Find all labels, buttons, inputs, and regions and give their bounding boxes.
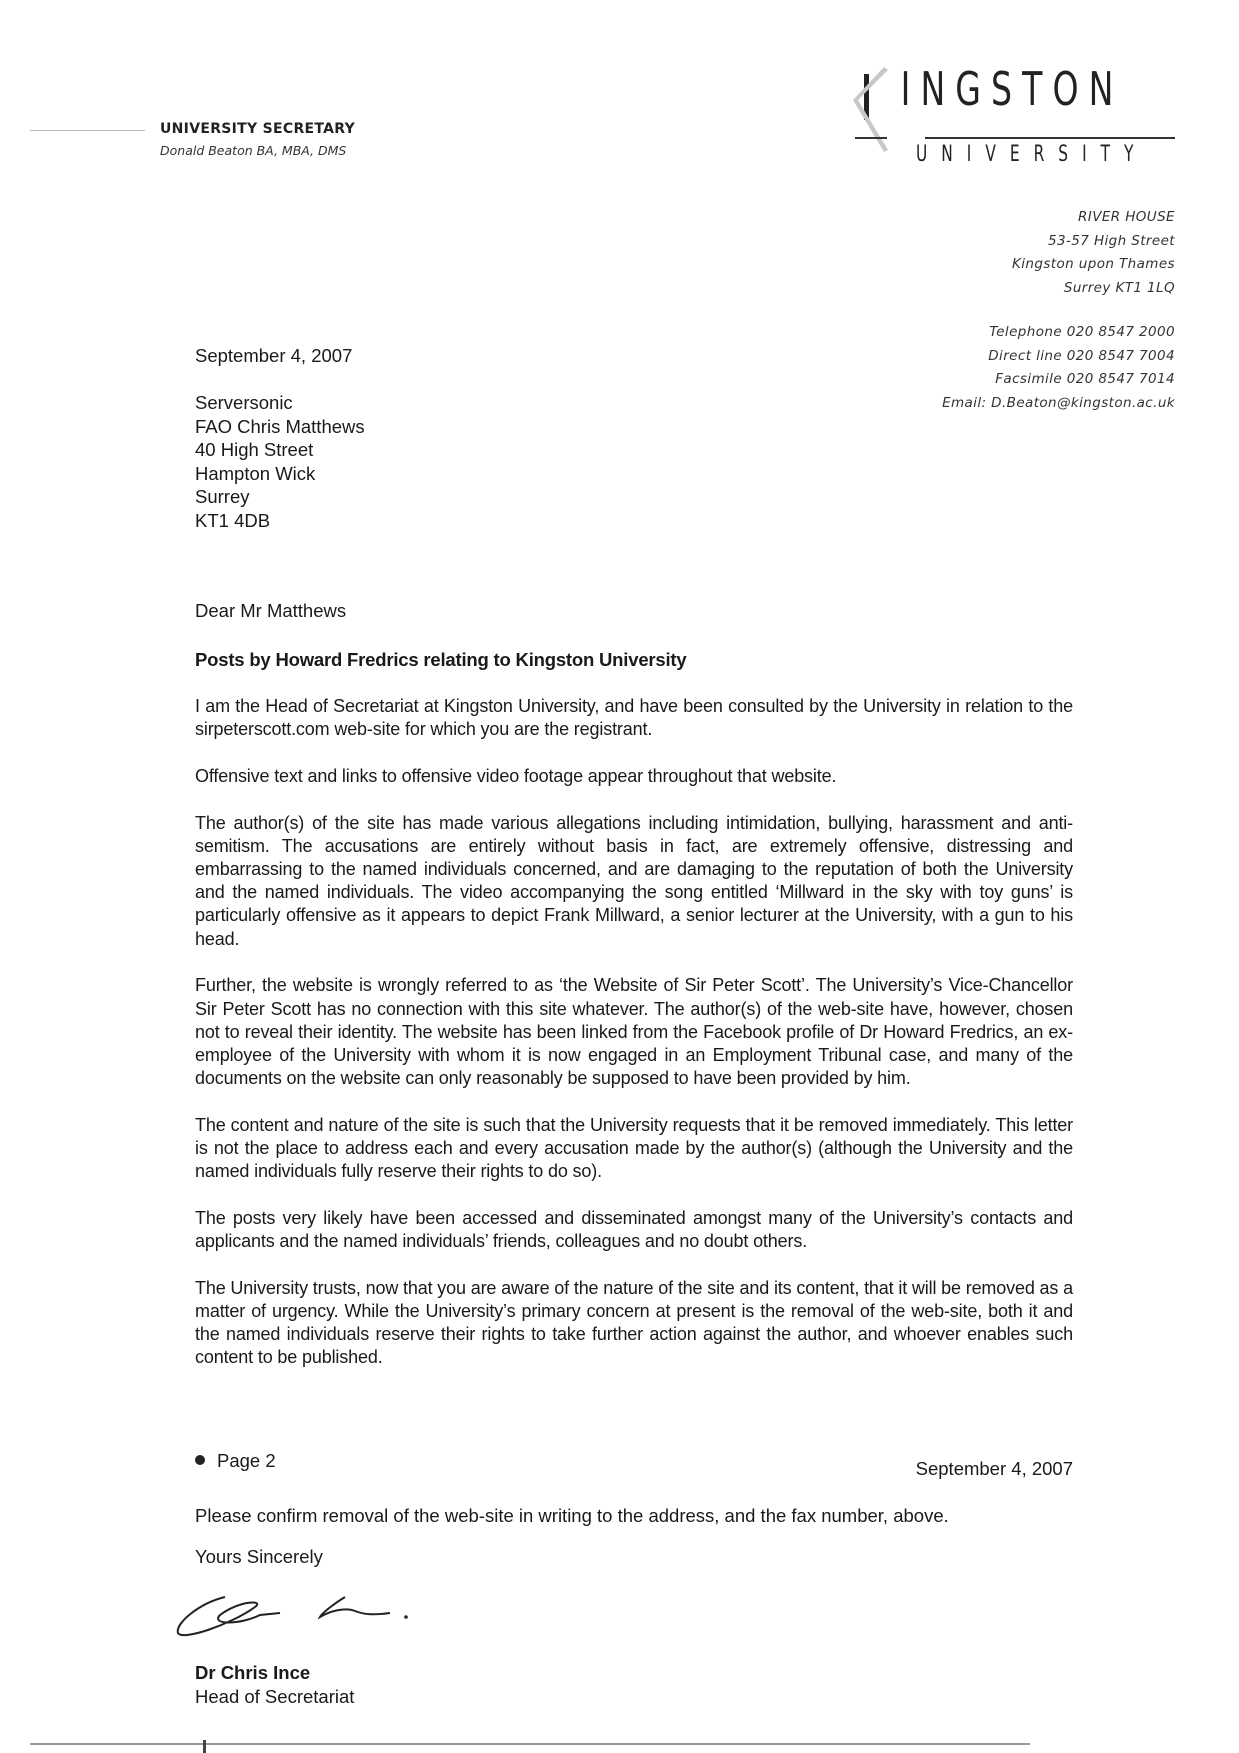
body-paragraph: The University trusts, now that you are aware of the nature of the site and its content, that it will be removed as a matter of urgency. While the University’s primary concern at present is the removal of the web-site, both it and the named individuals reserve their rights to take further action against the author, and whoever enables such content to be published. bbox=[195, 1277, 1073, 1368]
recipient-line: Surrey bbox=[195, 486, 250, 507]
footer-tick bbox=[203, 1740, 206, 1753]
address-line: Surrey KT1 1LQ bbox=[1063, 279, 1175, 296]
sender-address bbox=[1012, 206, 1175, 300]
body-paragraph: The content and nature of the site is such that the University requests that it be removed immediately. This letter is not the place to address each and every accusation made by the author(s) (although the University and the named individuals fully reserve their rights to do so). bbox=[195, 1114, 1073, 1182]
body-paragraph: Offensive text and links to offensive video footage appear throughout that website. bbox=[195, 765, 837, 786]
address-line: RIVER HOUSE bbox=[1078, 209, 1175, 225]
body-paragraph: Further, the website is wrongly referred to as ‘the Website of Sir Peter Scott’. The University’s Vice-Chancellor Sir Peter Scott has no connection with this site whatever. The author(s) of the web-site have, however, chosen not to reveal their identity. The website has been linked from the Facebook profile of Dr Howard Fredrics, an ex-employee of the University with whom it is now engaged in an Employment Tribunal case, and many of the documents on the website can only reasonably be supposed to have been provided by him. bbox=[195, 975, 1073, 1089]
direct-line: Direct line 020 8547 7004 bbox=[988, 347, 1175, 364]
recipient-line: 40 High Street bbox=[195, 439, 314, 460]
facsimile: Facsimile 020 8547 7014 bbox=[995, 371, 1175, 387]
header-rule-left bbox=[30, 130, 145, 131]
sender-office-block bbox=[160, 121, 355, 158]
page-marker bbox=[195, 1450, 276, 1472]
bullet-icon bbox=[195, 1455, 205, 1465]
logo-rule bbox=[925, 137, 1175, 139]
address-line: Kingston upon Thames bbox=[1012, 256, 1175, 272]
signatory-name: Dr Chris Ince bbox=[195, 1662, 311, 1683]
recipient-line: FAO Chris Matthews bbox=[195, 415, 365, 437]
email: Email: D.Beaton@kingston.ac.uk bbox=[942, 394, 1175, 411]
recipient-line: Hampton Wick bbox=[195, 462, 316, 484]
office-holder: Donald Beaton BA, MBA, DMS bbox=[160, 143, 347, 158]
page-marker-label: Page 2 bbox=[217, 1450, 276, 1471]
salutation: Dear Mr Matthews bbox=[195, 600, 347, 621]
telephone: Telephone 020 8547 2000 bbox=[989, 324, 1175, 340]
footer-rule bbox=[30, 1743, 1030, 1745]
body-paragraph: The author(s) of the site has made various allegations including intimidation, bullying, harassment and anti-semitism. The accusations are entirely without basis in fact, are extremely offensive, distressing and embarrassing to the named individuals concerned, and are damaging to the reputation of both the University and the named individuals. The video accompanying the song entitled ‘Millward in the sky with toy guns’ is particularly offensive as it appears to depict Frank Millward, a senior lecturer at the University, with a gun to his head. bbox=[195, 812, 1073, 949]
handwritten-signature-icon bbox=[170, 1585, 450, 1650]
confirm-request: Please confirm removal of the web-site in writing to the address, and the fax number, above. bbox=[195, 1505, 949, 1526]
logo-subword: UNIVERSITY bbox=[916, 142, 1148, 167]
subject-line: Posts by Howard Fredrics relating to Kingston University bbox=[195, 649, 687, 670]
page-date: September 4, 2007 bbox=[915, 1458, 1073, 1479]
body-paragraph: The posts very likely have been accessed and disseminated amongst many of the University’s contacts and applicants and the named individuals’ friends, colleagues and no doubt others. bbox=[195, 1207, 1073, 1252]
closing: Yours Sincerely bbox=[195, 1546, 323, 1567]
recipient-line: KT1 4DB bbox=[195, 509, 271, 531]
recipient-line: Serversonic bbox=[195, 392, 293, 413]
letter-body bbox=[195, 695, 1073, 1393]
address-line: 53-57 High Street bbox=[1048, 232, 1175, 249]
logo-rule bbox=[855, 137, 887, 139]
sender-contact bbox=[942, 321, 1175, 415]
signatory-role: Head of Secretariat bbox=[195, 1686, 355, 1707]
body-paragraph: I am the Head of Secretariat at Kingston University, and have been consulted by the University in relation to the sirpeterscott.com web-site for which you are the registrant. bbox=[195, 696, 1073, 740]
office-title: UNIVERSITY SECRETARY bbox=[160, 121, 356, 137]
recipient-address bbox=[195, 391, 365, 532]
kingston-university-logo bbox=[850, 62, 1175, 172]
logo-word: INGSTON bbox=[880, 62, 1124, 116]
letter-date: September 4, 2007 bbox=[195, 345, 353, 366]
